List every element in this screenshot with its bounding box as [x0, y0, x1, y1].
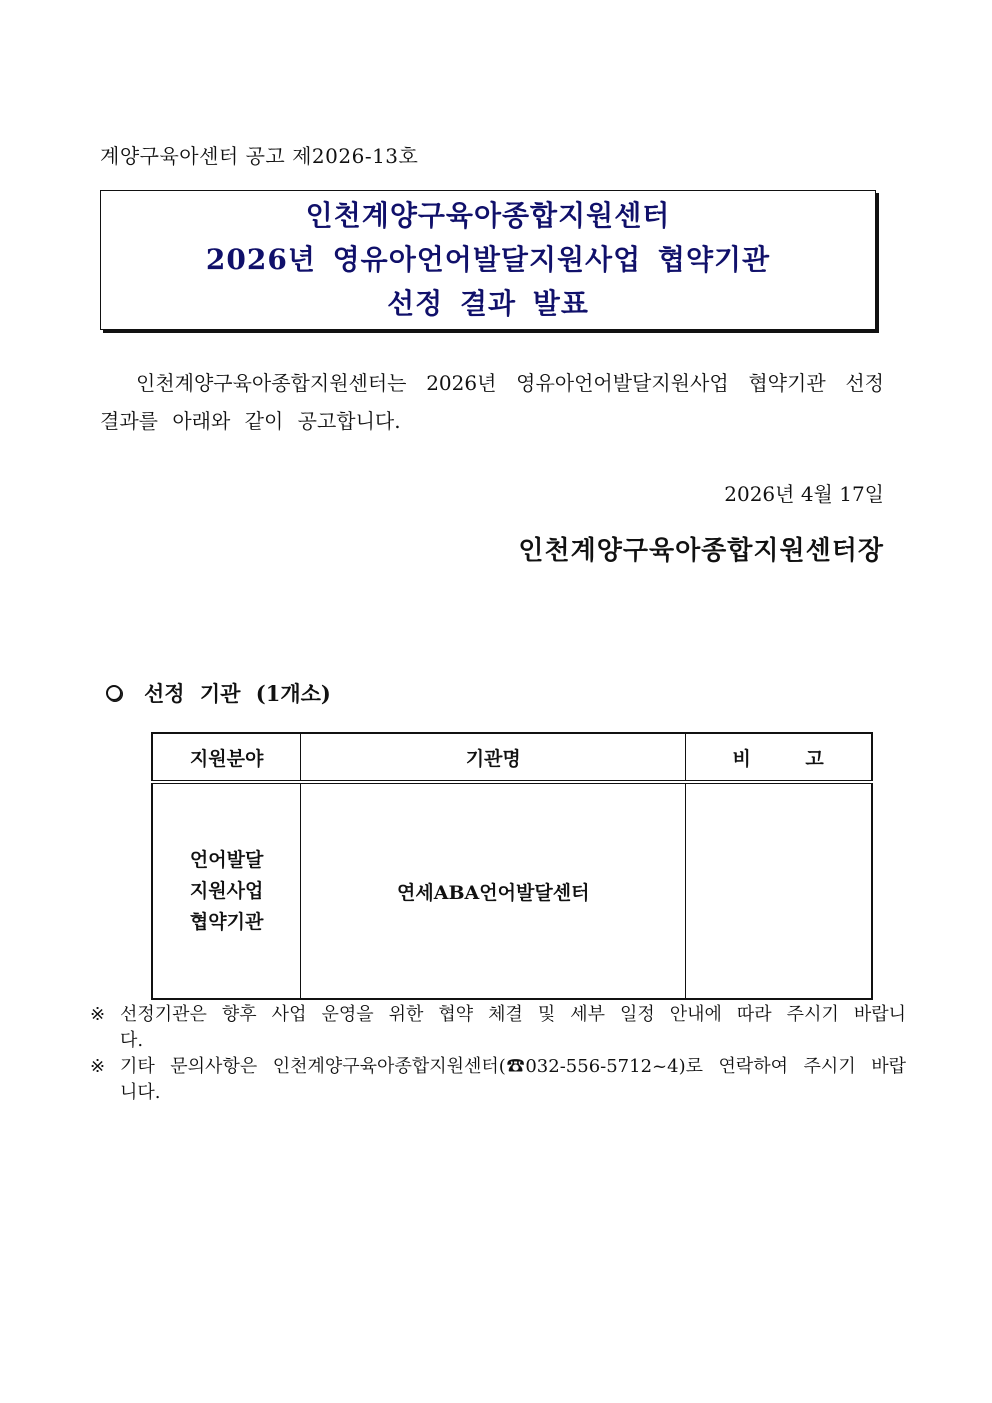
announcement-date: 2026년 4월 17일 [724, 482, 884, 506]
issuer-signature: 인천계양구육아종합지원센터장 [518, 536, 884, 566]
section-heading [106, 678, 331, 708]
table-header-row [152, 733, 872, 782]
title-line-2: 2026년 영유아언어발달지원사업 협약기관 [205, 243, 771, 276]
title-box [100, 190, 876, 330]
announcement-body: 인천계양구육아종합지원센터는 2026년 영유아언어발달지원사업 협약기관 선정 결과를 아래와 같이 공고합니다. [100, 371, 884, 433]
section-heading-text: 선정 기관 (1개소) [144, 681, 331, 706]
notes [90, 1002, 906, 1106]
field-line: 언어발달 [189, 848, 264, 871]
title-line-3: 선정 결과 발표 [387, 287, 589, 320]
reference-mark: ※ [90, 1056, 106, 1077]
selection-result-table [151, 732, 873, 1000]
cell-remarks [686, 782, 872, 999]
circle-bullet-icon [106, 685, 122, 701]
field-line: 협약기관 [189, 910, 264, 933]
note-item [90, 1054, 906, 1106]
title-line-1: 인천계양구육아종합지원센터 [305, 199, 671, 232]
header-field: 지원분야 [152, 733, 301, 782]
field-line: 지원사업 [189, 879, 264, 902]
note-item [90, 1002, 906, 1054]
reference-mark: ※ [90, 1004, 106, 1025]
note-text: 기타 문의사항은 인천계양구육아종합지원센터(☎032-556-5712~4)로 연락하여 주시기 바랍니다. [120, 1056, 906, 1103]
header-institution: 기관명 [301, 733, 686, 782]
notice-number: 계양구육아센터 공고 제2026-13호 [100, 144, 419, 168]
cell-field [152, 782, 301, 999]
header-remarks: 비 고 [686, 733, 872, 782]
note-text: 선정기관은 향후 사업 운영을 위한 협약 체결 및 세부 일정 안내에 따라 주시기 바랍니다. [120, 1004, 906, 1051]
table-row [152, 782, 872, 999]
cell-institution: 연세ABA언어발달센터 [301, 782, 686, 999]
